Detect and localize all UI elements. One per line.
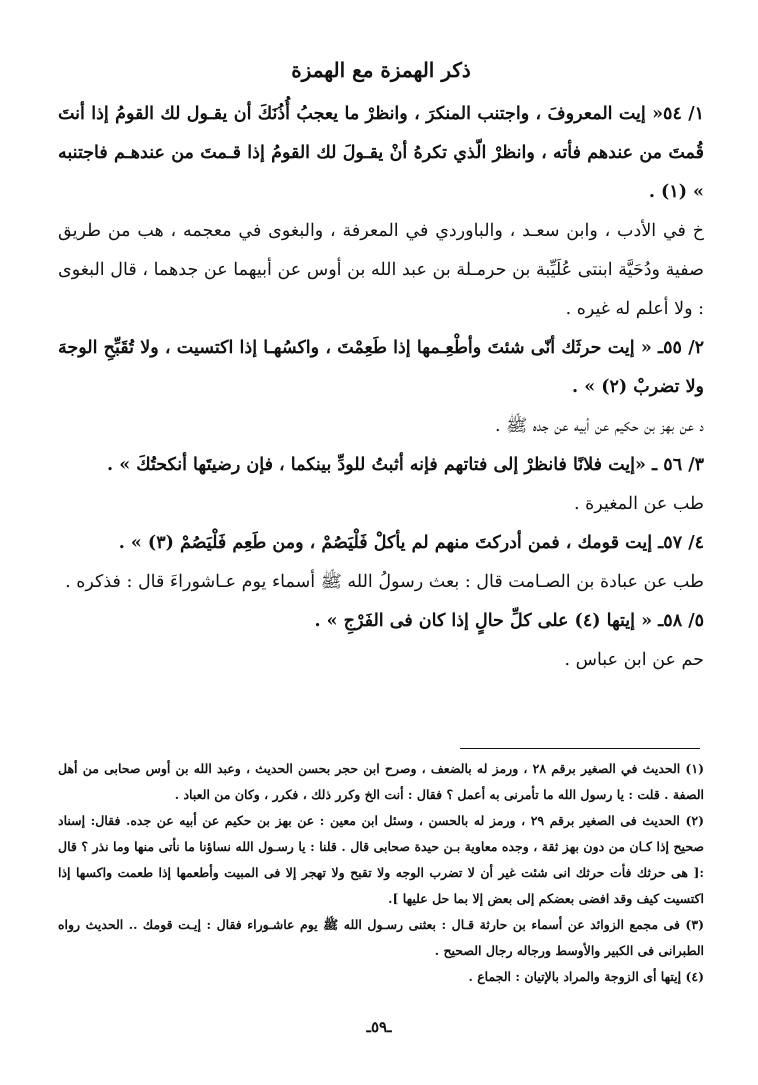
hadith-57: ٤/ ٥٧ـ إيت قومك ، فمن أدركتَ منهم لم يأكلْ فَلْيَصُمْ ، ومن طَعِم فَلْيَصُمْ (٣) » . bbox=[118, 533, 704, 553]
source-58: حم عن ابن عباس . bbox=[564, 650, 704, 670]
source-56: طب عن المغيرة . bbox=[574, 494, 704, 514]
main-text bbox=[58, 95, 704, 680]
source-54: خ في الأدب ، وابن سعـد ، والباوردي في المعرفة ، والبغوى في معجمه ، هب من طريق صفية ودُحَيَّة ابنتى عُلَيِّبة بن حرمـلة بن عبد الله بن أوس عن أبيهما عن جدهما ، قال البغوى : ولا أعلم له غيره . bbox=[58, 221, 704, 319]
hadith-55: ٢/ ٥٥ـ « إيت حرثَك أنّى شئتَ وأطْعِـمها إذا طَعِمْتَ ، واكسُهـا إذا اكتسيت ، ولا تُقَبِّحِ الوجهَ ولا تضربْ (٢) » . bbox=[58, 338, 705, 397]
footnote-divider bbox=[460, 748, 700, 749]
source-57: طب عن عبادة بن الصـامت قال : بعث رسولُ الله ﷺ أسماء يوم عـاشوراءَ قال : فذكره . bbox=[65, 572, 704, 592]
footnote-3: (٣) فى مجمع الزوائد عن أسماء بن حارثة قـال : بعثنى رسـول الله ﷺ يوم عاشـوراء فقال : إيـت قومك .. الحديث رواه الطبرانى فى الكبير والأوسط ورجاله رجال الصحيح . bbox=[58, 917, 704, 958]
hadith-58: ٥/ ٥٨ـ « إيتها (٤) على كلِّ حالٍ إذا كان فى الفَرْجِ » . bbox=[314, 611, 704, 631]
hadith-54: ١/ ٥٤« إيت المعروفَ ، واجتنب المنكرَ ، وانظرْ ما يعجبُ أُذُنَكَ أن يقـول لك القومُ إذا أنتَ قُمتَ من عندهم فأته ، وانظرْ الّذي تكرهُ أنْ يقـولَ لك القومُ إذا قـمتَ من عندهـم فاجتنبه » (١) . bbox=[58, 104, 704, 202]
hadith-56: ٣/ ٥٦ ـ «إيت فلانًا فانظرْ إلى فتاتهم فإنه أثبتُ للودِّ بينكما ، فإن رضيتَها أنكحتُكَ » . bbox=[107, 455, 704, 475]
footnote-1: (١) الحديث في الصغير برقم ٢٨ ، ورمز له بالضعف ، وصرح ابن حجر بحسن الحديث ، وعبد الله بن أوس صحابى من أهل الصفة . قلت : يا رسول الله ما تأمرنى به أعمل ؟ فقال : أنت الخ وكرر ذلك ، فكرر ، وكان من العباد . bbox=[58, 761, 704, 802]
page-number: ـ٥٩ـ bbox=[366, 1018, 392, 1036]
footnotes bbox=[58, 756, 704, 990]
page-body bbox=[58, 55, 704, 680]
page-title: ذكر الهمزة مع الهمزة bbox=[291, 58, 471, 82]
source-55: د عن بهز بن حكيم عن أبيه عن جده ﷺ . bbox=[495, 416, 704, 436]
footnote-2: (٢) الحديث فى الصغير برقم ٢٩ ، ورمز له بالحسن ، وسئل ابن معين : عن بهز بن حكيم عن أبيه عن جده. فقال: إسناد صحيح إذا كـان من دون بهز ثقة ، وجده معاوية بـن حيدة صحابى قال . قلنا : يا رسـول الله نساؤنا ما نأتى منها وما نذر ؟ قال :[ هى حرثك فأت حرثك انى شئت غير أن لا تضرب الوجه ولا تقبح ولا تهجر إلا فى المبيت وأطعمها إذا طعمت واكسها إذا اكتسيت كيف وقد افضى بعضكم إلى بعض إلا بما حل عليها ]. bbox=[58, 813, 705, 906]
footnote-4: (٤) إيتها أى الزوجة والمراد بالإتيان : الجماع . bbox=[468, 969, 704, 984]
